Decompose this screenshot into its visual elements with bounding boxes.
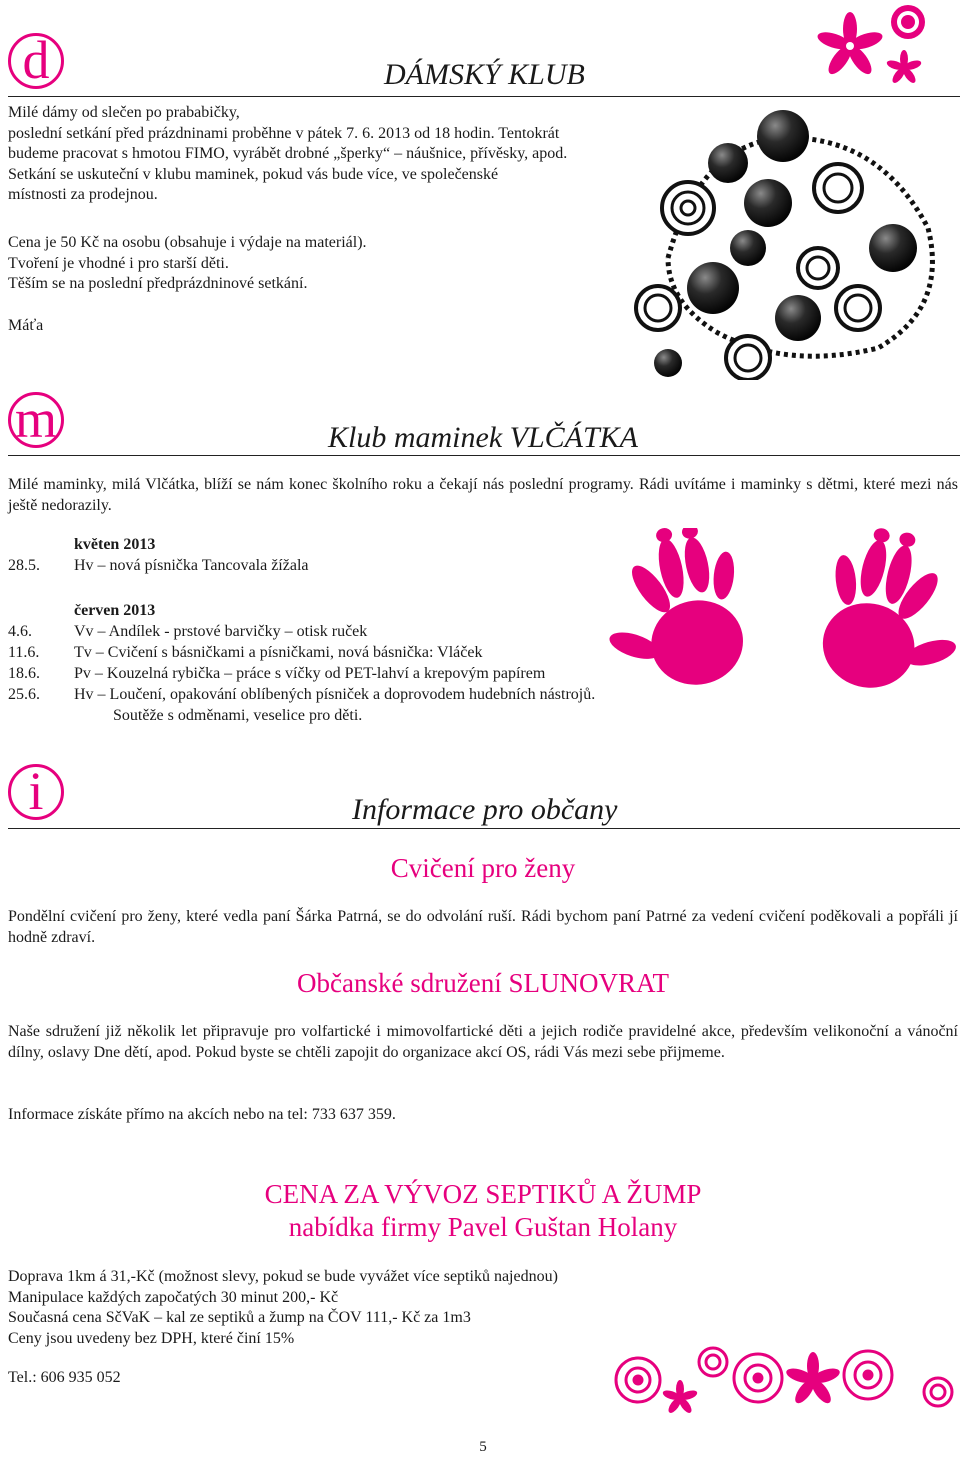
schedule-text: Hv – Loučení, opakování oblíbených písniček a doprovodem hudebních nástrojů. xyxy=(74,686,596,703)
text-line: Ceny jsou uvedeny bez DPH, které činí 15% xyxy=(8,1329,295,1347)
section-letter-d xyxy=(8,30,64,90)
section-letter-m xyxy=(8,389,64,449)
bead-necklace-image xyxy=(628,108,960,380)
schedule-row xyxy=(8,685,595,705)
cviceni-heading: Cvičení pro ženy xyxy=(390,853,576,883)
text-line: Setkání se uskuteční v klubu maminek, pokud vás bude více, ve společenské xyxy=(8,165,499,183)
month-june: červen 2013 xyxy=(74,602,156,619)
section-letter-text: m xyxy=(14,389,57,449)
damsky-text xyxy=(8,103,628,206)
text-line: Tvoření je vhodné i pro starší děti. xyxy=(8,254,229,272)
section-letter-text: i xyxy=(28,761,44,821)
septiky-subheading: nabídka firmy Pavel Guštan Holany xyxy=(288,1212,678,1242)
text-line: místnosti za prodejnou. xyxy=(8,186,158,203)
damsky-price-text xyxy=(8,233,628,295)
septiky-heading: CENA ZA VÝVOZ SEPTIKŮ A ŽUMP xyxy=(264,1179,702,1209)
klub-maminek-title: Klub maminek VLČÁTKA xyxy=(328,421,639,454)
text-line: Cena je 50 Kč na osobu (obsahuje i výdaje na materiál). xyxy=(8,234,367,251)
klub-title-rule xyxy=(8,455,960,456)
schedule-date: 11.6. xyxy=(8,644,40,661)
text-line: Doprava 1km á 31,-Kč (možnost slevy, pokud se bude vyvážet více septiků najednou) xyxy=(8,1268,558,1285)
text-line: Těším se na poslední předprázdninové setkání. xyxy=(8,275,308,292)
schedule-text: Pv – Kouzelná rybička – práce s víčky od PET-lahví a krepovým papírem xyxy=(74,665,546,682)
handprints-icon xyxy=(608,528,960,698)
text-line: poslední setkání před prázdninami proběhne v pátek 7. 6. 2013 od 18 hodin. Tentokrát xyxy=(8,124,560,142)
sdruzeni-heading: Občanské sdružení SLUNOVRAT xyxy=(297,968,669,998)
section-letter-text: d xyxy=(22,30,50,90)
schedule-text: Hv – nová písnička Tancovala žížala xyxy=(74,557,309,574)
septiky-text xyxy=(8,1267,708,1349)
damsky-title-rule xyxy=(8,96,960,97)
informace-title-rule xyxy=(8,828,960,829)
damsky-signature: Máťa xyxy=(8,317,44,334)
text-line: Manipulace každých započatých 30 minut 200,- Kč xyxy=(8,1288,339,1306)
flower-row-icon xyxy=(608,1340,960,1420)
text-line: Milé dámy od slečen po prababičky, xyxy=(8,104,240,121)
schedule-row xyxy=(8,664,545,684)
septiky-tel: Tel.: 606 935 052 xyxy=(8,1369,121,1386)
page-number: 5 xyxy=(479,1439,487,1455)
text-line: Současná cena SčVaK – kal ze septiků a žump na ČOV 111,- Kč za 1m3 xyxy=(8,1309,471,1326)
damsky-klub-title: DÁMSKÝ KLUB xyxy=(384,58,585,91)
schedule-date: 28.5. xyxy=(8,557,40,574)
sdruzeni-text: Naše sdružení již několik let připravuje pro volfartické i mimovolfartické děti a jejich rodiče pravidelné akce, především velikonoční a vánoční dílny, oslavy Dne dětí, apod. Pokud byste se chtěli zapojit do organizace akcí OS, rádi Vás mezi sebe přijmeme. xyxy=(8,1023,958,1061)
informace-title: Informace pro občany xyxy=(352,793,618,826)
cviceni-text: Pondělní cvičení pro ženy, které vedla paní Šárka Patrná, se do odvolání ruší. Rádi bychom paní Patrné za vedení cvičení poděkovali a popřáli jí hodně zdraví. xyxy=(8,908,958,946)
text-line: budeme pracovat s hmotou FIMO, vyrábět drobné „šperky“ – náušnice, přívěsky, apod. xyxy=(8,145,568,162)
flower-decoration-icon xyxy=(806,2,960,88)
schedule-date: 4.6. xyxy=(8,623,32,640)
schedule-date: 25.6. xyxy=(8,686,40,703)
schedule-row xyxy=(8,622,367,642)
schedule-closing: Soutěže s odměnami, veselice pro děti. xyxy=(113,707,363,724)
schedule-row xyxy=(8,556,309,576)
schedule-text: Vv – Andílek - prstové barvičky – otisk ruček xyxy=(74,623,368,640)
klub-intro: Milé maminky, milá Vlčátka, blíží se nám konec školního roku a čekají nás poslední programy. Rádi uvítáme i maminky s dětmi, které mezi nás ještě nedorazily. xyxy=(8,476,958,514)
schedule-row xyxy=(8,643,482,663)
month-may: květen 2013 xyxy=(74,536,156,553)
sdruzeni-contact: Informace získáte přímo na akcích nebo na tel: 733 637 359. xyxy=(8,1106,396,1123)
schedule-text: Tv – Cvičení s básničkami a písničkami, nová básnička: Vláček xyxy=(74,644,483,661)
section-letter-i xyxy=(8,761,64,821)
schedule-date: 18.6. xyxy=(8,665,40,682)
